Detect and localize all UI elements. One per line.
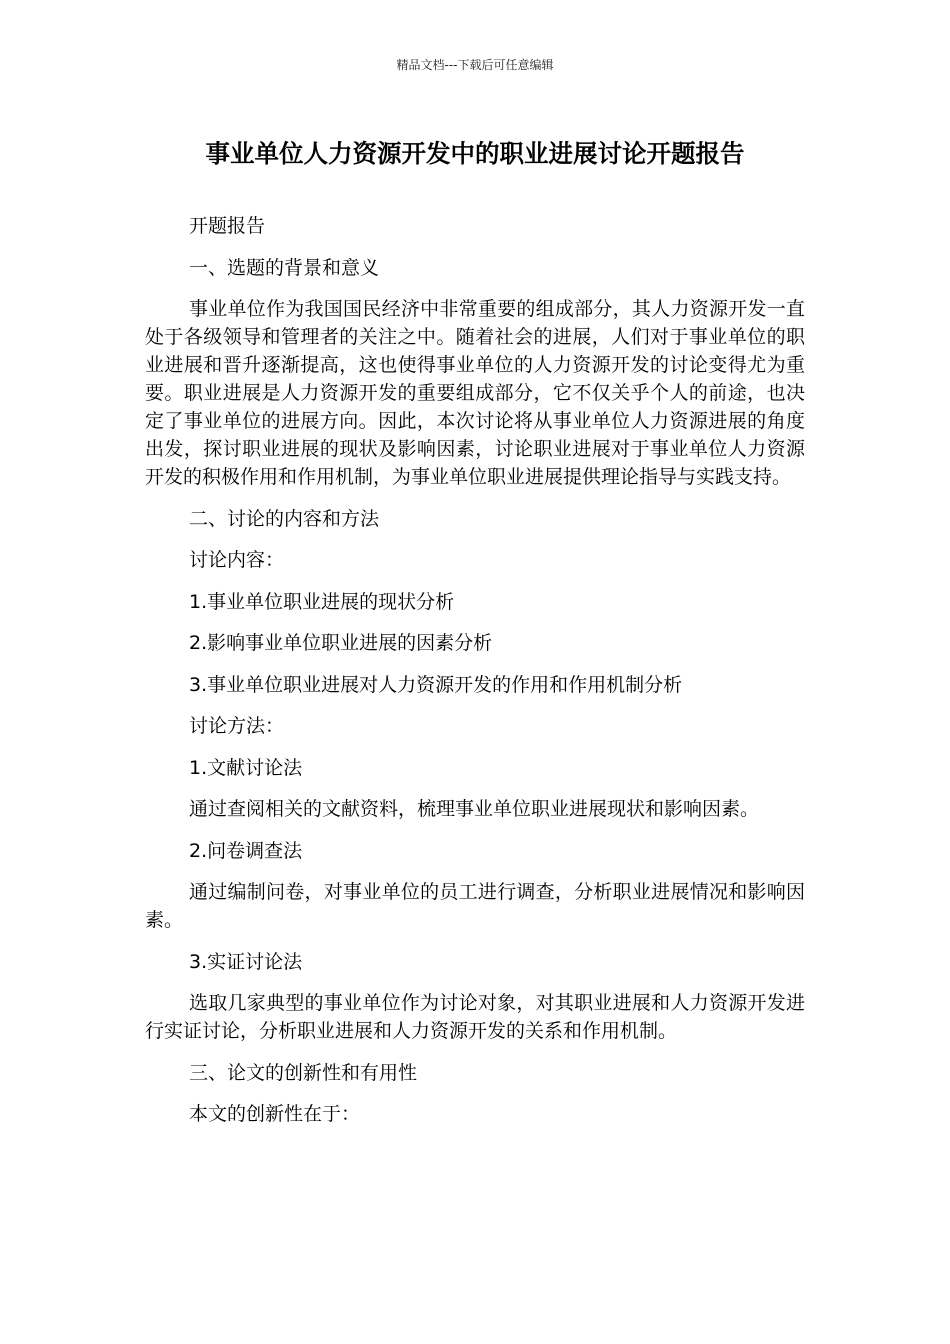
method-1-description: 通过查阅相关的文献资料，梳理事业单位职业进展现状和影响因素。 [189,798,760,820]
document-title: 事业单位人力资源开发中的职业进展讨论开题报告 [205,139,745,168]
page-header: 精品文档---下载后可任意编辑 [396,58,554,72]
section-label-proposal: 开题报告 [189,215,266,237]
method-2-title: 2.问卷调查法 [189,839,303,862]
subheading-methods: 讨论方法： [189,715,285,737]
method-1-title: 1.文献讨论法 [189,756,303,779]
method-3-description: 选取几家典型的事业单位作为讨论对象，对其职业进展和人力资源开发进行实证讨论，分析职业进展和人力资源开发的关系和作用机制。 [145,992,805,1042]
document-body [145,212,805,1142]
paragraph-innovation-intro: 本文的创新性在于： [189,1103,361,1125]
method-3-title: 3.实证讨论法 [189,950,303,973]
section-heading-innovation: 三、论文的创新性和有用性 [189,1061,418,1084]
subheading-content: 讨论内容： [189,549,285,571]
list-item-content-1: 1.事业单位职业进展的现状分析 [189,590,455,613]
list-item-content-3: 3.事业单位职业进展对人力资源开发的作用和作用机制分析 [189,673,683,696]
section-heading-background: 一、选题的背景和意义 [189,256,380,279]
list-item-content-2: 2.影响事业单位职业进展的因素分析 [189,632,493,654]
method-2-description: 通过编制问卷，对事业单位的员工进行调查，分析职业进展情况和影响因素。 [145,881,805,931]
section-heading-content-methods: 二、讨论的内容和方法 [189,507,380,530]
paragraph-background: 事业单位作为我国国民经济中非常重要的组成部分，其人力资源开发一直处于各级领导和管理者的关注之中。随着社会的进展，人们对于事业单位的职业进展和晋升逐渐提高，这也使得事业单位的人力资源开发的讨论变得尤为重要。职业进展是人力资源开发的重要组成部分，它不仅关乎个人的前途，也决定了事业单位的进展方向。因此，本次讨论将从事业单位人力资源进展的角度出发，探讨职业进展的现状及影响因素，讨论职业进展对于事业单位人力资源开发的积极作用和作用机制，为事业单位职业进展提供理论指导与实践支持。 [145,298,805,488]
